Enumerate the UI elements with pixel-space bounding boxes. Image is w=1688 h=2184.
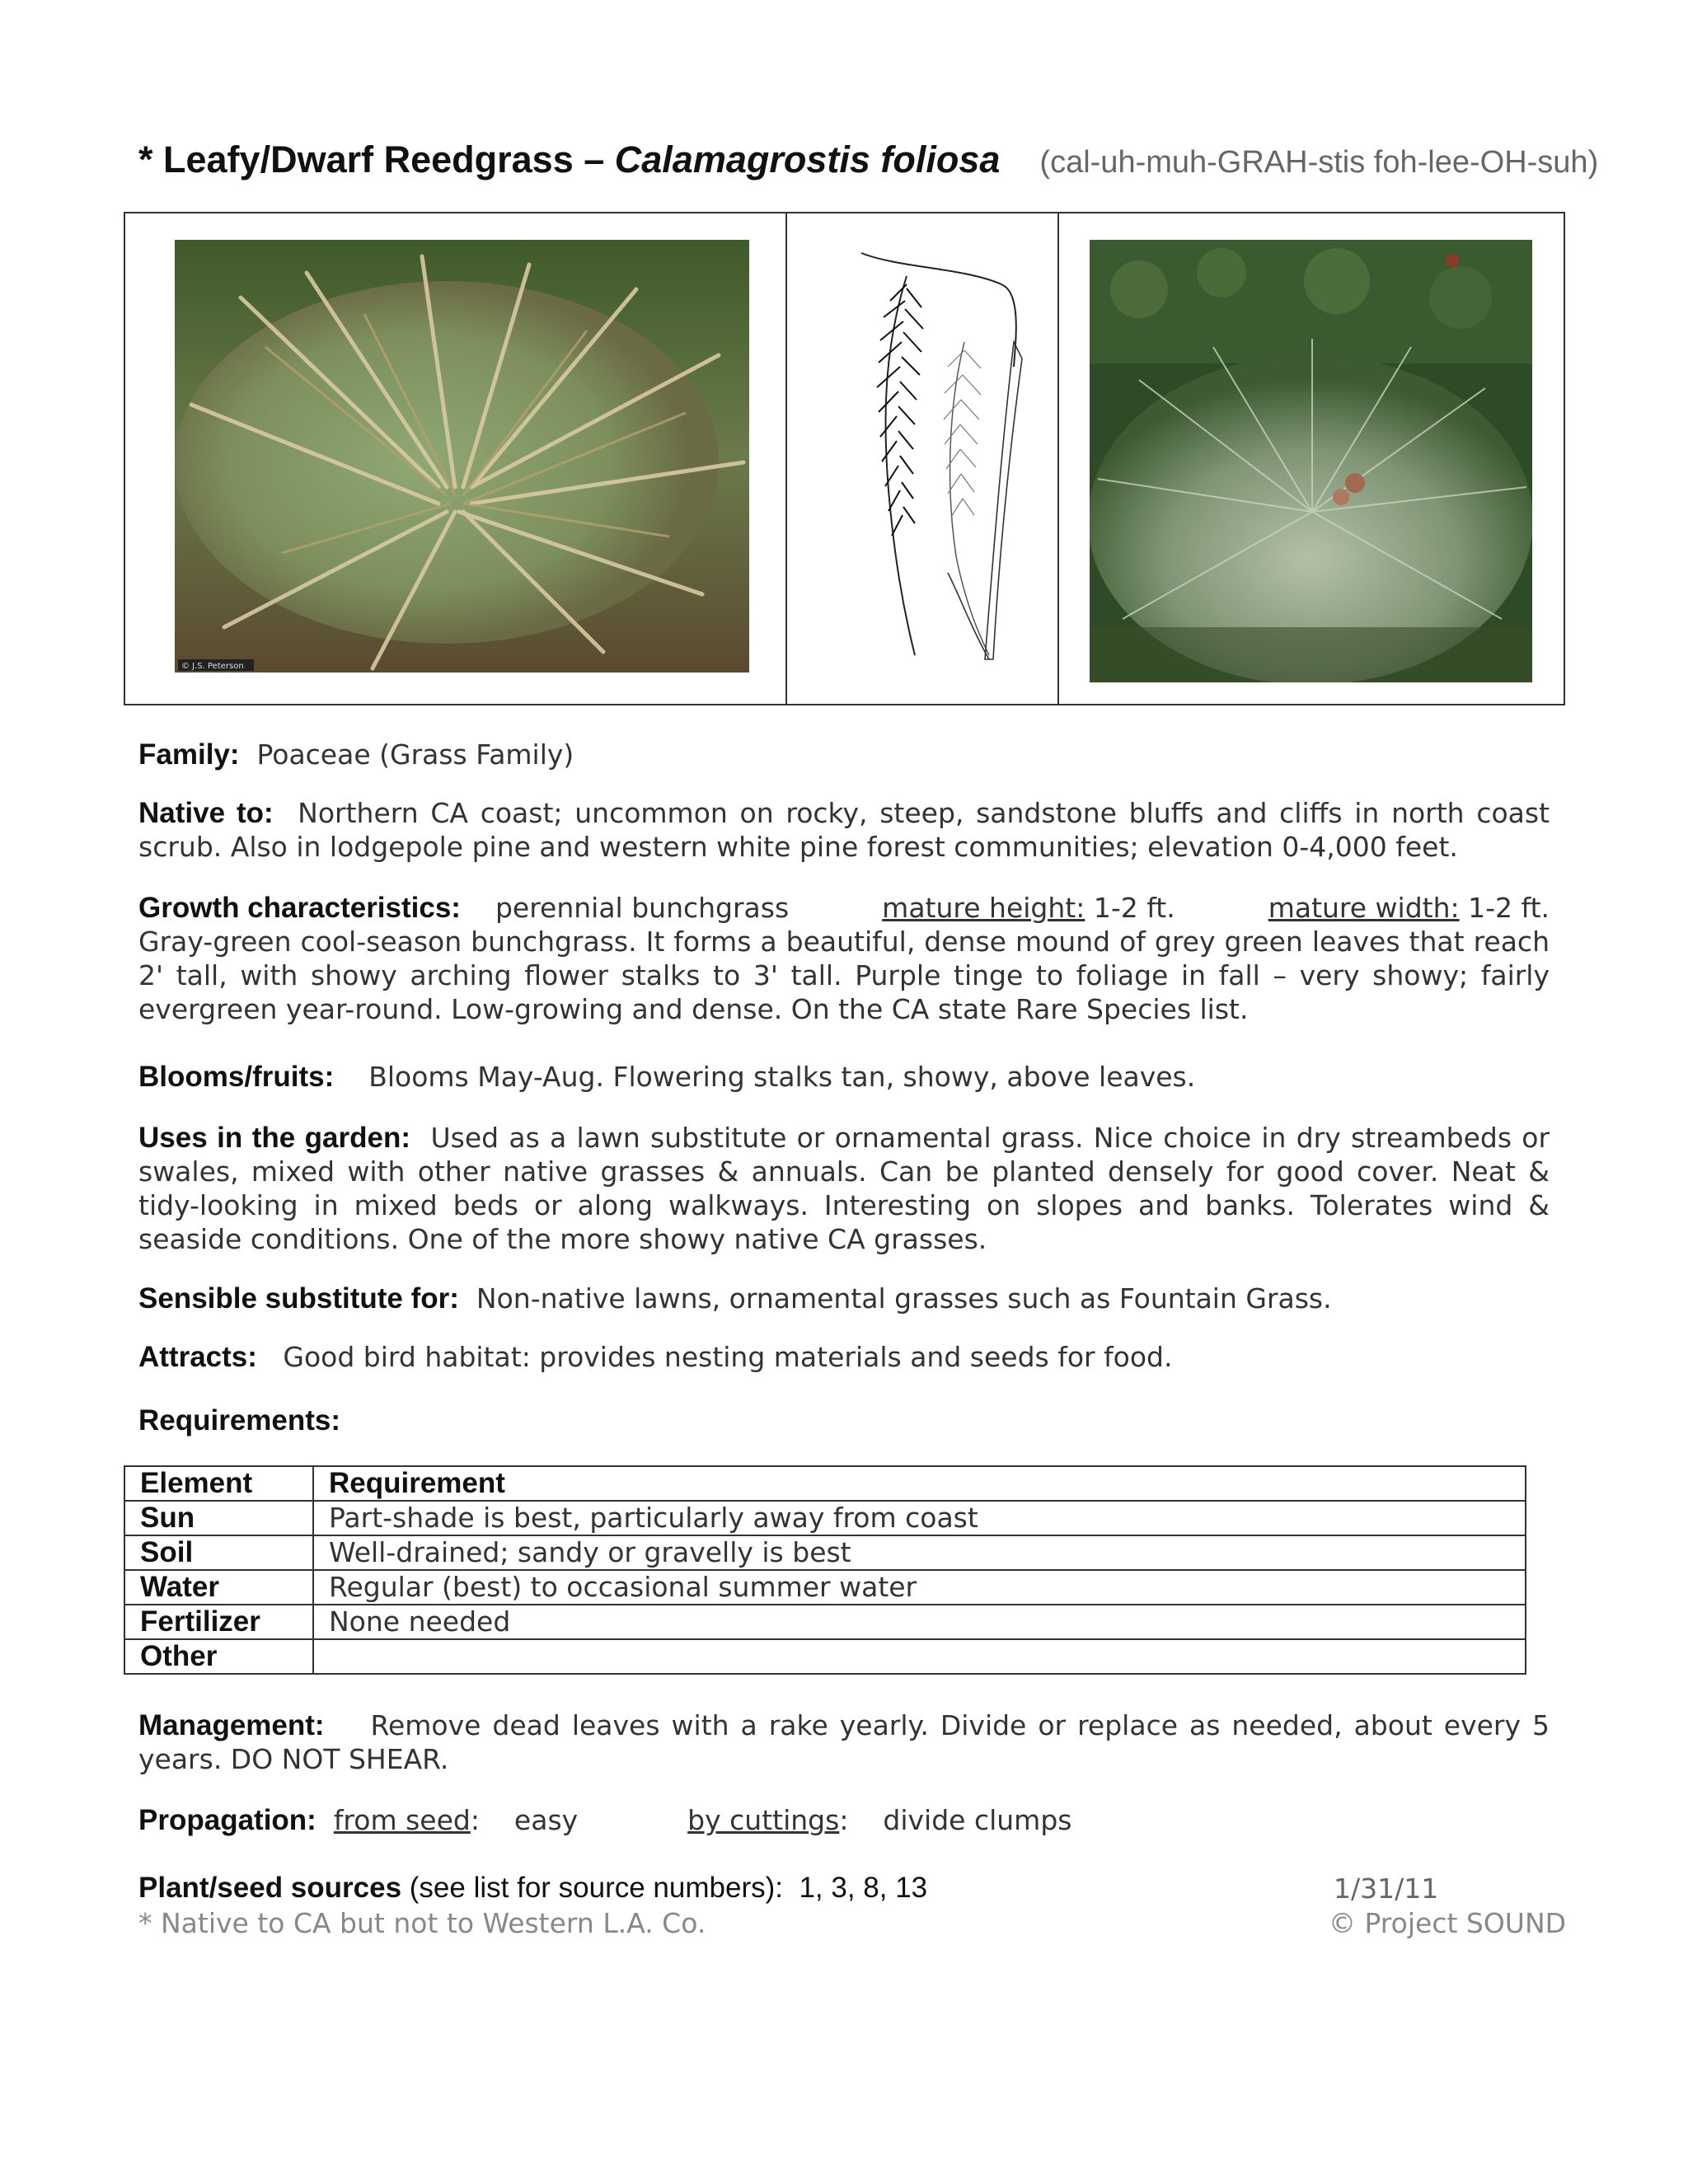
- native-label: Native to:: [138, 797, 274, 829]
- sources-note: (see list for source numbers):: [409, 1872, 783, 1904]
- uses-value: Used as a lawn substitute or ornamental grass. Nice choice in dry streambeds or swales, mixed with other native grasses & annuals. Can be planted densely for good cover. Neat & tidy-looking in mixed beds or along walkways. Interesting on slopes and banks. Tolerates wind & seaside conditions. One of the more showy native CA grasses.: [138, 1122, 1550, 1255]
- cuttings-value: divide clumps: [883, 1804, 1072, 1836]
- common-name: * Leafy/Dwarf Reedgrass: [138, 138, 574, 180]
- management-value: Remove dead leaves with a rake yearly. Divide or replace as needed, about every 5 years. DO NOT SHEAR.: [138, 1709, 1550, 1775]
- height-label: mature height:: [882, 892, 1085, 924]
- row-element: Sun: [124, 1501, 313, 1535]
- table-row: [124, 1639, 1526, 1674]
- plant-drawing: [824, 243, 1045, 672]
- page-title: [138, 138, 1598, 181]
- width-value: 1-2 ft.: [1468, 892, 1550, 924]
- height-value: 1-2 ft.: [1093, 892, 1175, 924]
- row-requirement: Regular (best) to occasional summer water: [313, 1570, 1526, 1605]
- blooms-section: [138, 1060, 1550, 1094]
- attracts-section: [138, 1340, 1550, 1374]
- native-note: * Native to CA but not to Western L.A. Co.: [138, 1907, 706, 1939]
- row-element: Soil: [124, 1535, 313, 1570]
- management-section: [138, 1708, 1550, 1776]
- table-row: [124, 1501, 1526, 1535]
- width-label: mature width:: [1268, 892, 1460, 924]
- family-value: Poaceae (Grass Family): [256, 738, 574, 771]
- row-element: Water: [124, 1570, 313, 1605]
- attracts-label: Attracts:: [138, 1341, 257, 1373]
- propagation-label: Propagation:: [138, 1804, 316, 1836]
- management-label: Management:: [138, 1709, 325, 1741]
- growth-type: perennial bunchgrass: [495, 892, 790, 924]
- growth-section: [138, 891, 1550, 1026]
- row-requirement: [313, 1639, 1526, 1674]
- family-section: [138, 738, 1550, 771]
- photo-table: [124, 212, 1565, 705]
- cuttings-label: by cuttings: [687, 1804, 840, 1836]
- sources-label: Plant/seed sources: [138, 1872, 402, 1904]
- scientific-name: Calamagrostis foliosa: [614, 138, 1001, 180]
- table-header-row: [124, 1466, 1526, 1501]
- native-section: [138, 796, 1550, 864]
- plant-photo-right: [1090, 240, 1532, 682]
- requirements-section: [138, 1404, 1550, 1437]
- photo-divider-1: [785, 213, 787, 704]
- title-dash: –: [573, 138, 615, 180]
- growth-label: Growth characteristics:: [138, 892, 461, 924]
- seed-value: easy: [513, 1804, 579, 1836]
- sources-value: 1, 3, 8, 13: [799, 1872, 928, 1904]
- seed-label: from seed: [333, 1804, 471, 1836]
- plant-photo-left: [175, 240, 749, 673]
- family-label: Family:: [138, 738, 240, 771]
- attracts-value: Good bird habitat: provides nesting materials and seeds for food.: [283, 1341, 1173, 1373]
- row-element: Other: [124, 1639, 313, 1674]
- substitute-value: Non-native lawns, ornamental grasses such as Fountain Grass.: [476, 1282, 1332, 1315]
- requirements-table: [124, 1465, 1526, 1675]
- requirements-label: Requirements:: [138, 1404, 341, 1436]
- pronunciation: (cal-uh-muh-GRAH-stis foh-lee-OH-suh): [1039, 145, 1599, 180]
- blooms-label: Blooms/fruits:: [138, 1061, 335, 1093]
- table-row: [124, 1535, 1526, 1570]
- substitute-section: [138, 1282, 1550, 1315]
- header-element: Element: [124, 1466, 313, 1501]
- date: 1/31/11: [1334, 1872, 1439, 1905]
- uses-section: Uses in the garden: Used as a lawn substitute or ornamental grass. Nice choice in dry streambeds or swales, mixed with other native grasses & annuals. Can be planted densely for good cover. Neat & tidy-looking in mixed beds or along walkways. Interesting on slopes and banks. Tolerates wind & seaside conditions. One of the more showy native CA grasses.: [138, 1122, 1550, 1255]
- blooms-value: Blooms May-Aug. Flowering stalks tan, showy, above leaves.: [368, 1061, 1196, 1093]
- row-requirement: None needed: [313, 1605, 1526, 1639]
- table-row: [124, 1570, 1526, 1605]
- row-element: Fertilizer: [124, 1605, 313, 1639]
- uses-label: Uses in the garden: [138, 1122, 401, 1154]
- copyright: © Project SOUND: [1329, 1907, 1567, 1939]
- photo-divider-2: [1057, 213, 1059, 704]
- native-value: Northern CA coast; uncommon on rocky, steep, sandstone bluffs and cliffs in north coast scrub. Also in lodgepole pine and western white pine forest communities; elevation 0-4,000 feet.: [138, 797, 1550, 863]
- photo-credit: © J.S. Peterson: [181, 662, 244, 671]
- growth-description: Gray-green cool-season bunchgrass. It forms a beautiful, dense mound of grey green leaves that reach 2' tall, with showy arching flower stalks to 3' tall. Purple tinge to foliage in fall – very showy; fairly evergreen year-round. Low-growing and dense. On the CA state Rare Species list.: [138, 926, 1550, 1025]
- propagation-section: Propagation: from seed: easy by cuttings: divide clumps: [138, 1804, 1072, 1836]
- row-requirement: Well-drained; sandy or gravelly is best: [313, 1535, 1526, 1570]
- row-requirement: Part-shade is best, particularly away from coast: [313, 1501, 1526, 1535]
- growth-first-line: [138, 891, 1550, 925]
- header-requirement: Requirement: [313, 1466, 1526, 1501]
- substitute-label: Sensible substitute for:: [138, 1282, 459, 1315]
- table-row: [124, 1605, 1526, 1639]
